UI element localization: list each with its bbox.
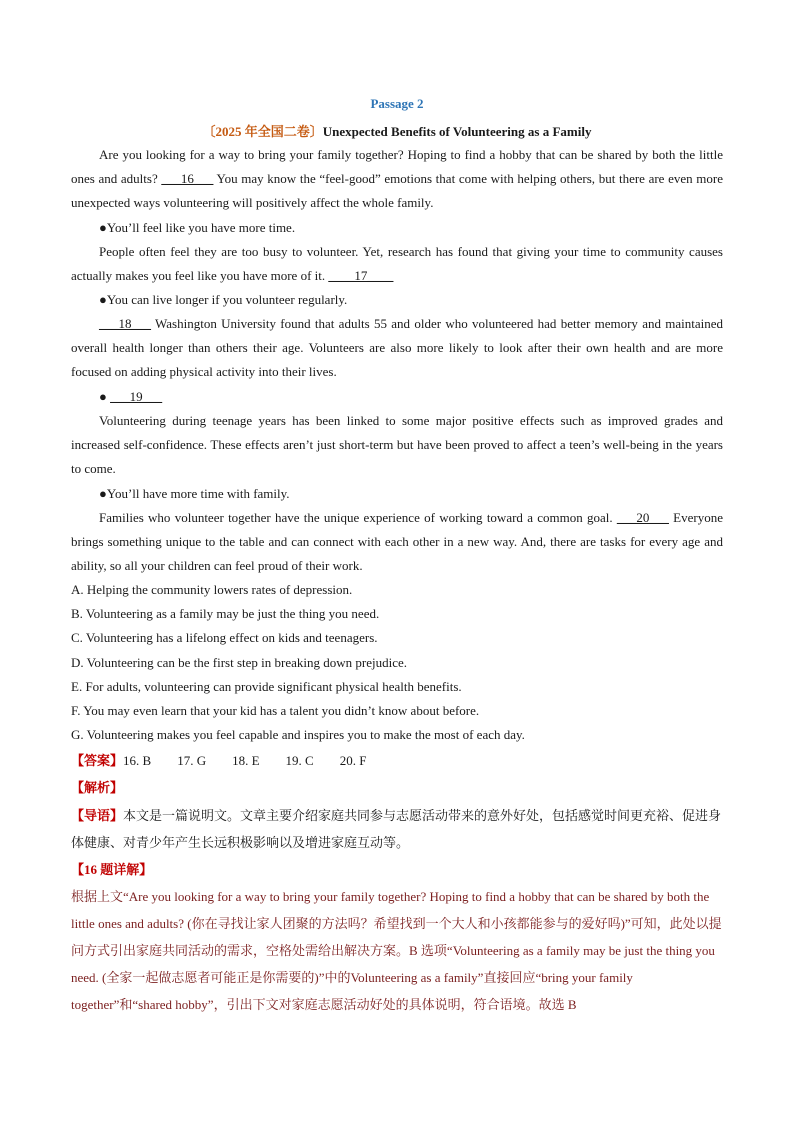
answer-20: 20. F: [339, 753, 367, 768]
answer-18: 18. E: [232, 753, 260, 768]
paragraph-text: Are you looking for a way to bring your family together? Hoping to find a hobby that can be shared by both the little ones and adults?: [71, 147, 723, 187]
blank-18: ___18___: [99, 316, 151, 331]
answer-16: 16. B: [123, 753, 152, 768]
heading-bullet-2: ●You can live longer if you volunteer regularly.: [99, 292, 348, 307]
paragraph-5: [71, 506, 723, 579]
paragraph-text: Washington University found that adults 55 and older who volunteered had better memory and maintained overall health longer than others their age. Volunteers are also more likely to look after their own health and are more focused on adding physical activity into their lives.: [71, 316, 723, 380]
passage-subtitle: [71, 121, 723, 140]
blank-20: ___20___: [616, 510, 669, 525]
option-b: B. Volunteering as a family may be just the thing you need.: [71, 606, 380, 621]
paragraph-text: Everyone brings something unique to the table and can connect with each other in a new way. And, there are tasks for every age and ability, so all your children can feel proud of their work.: [71, 510, 723, 574]
paragraph-4: Volunteering during teenage years has been linked to some major positive effects such as improved grades and increased self-confidence. These effects aren’t just short-term but have been proved to affect a teen’s well-being in the years to come.: [71, 413, 723, 477]
exam-source: 〔2025 年全国二卷〕: [202, 124, 323, 139]
paragraph-1: [71, 143, 723, 216]
heading-bullet-4: ●You’ll have more time with family.: [99, 486, 290, 501]
blank-16: ___16___: [161, 171, 214, 187]
option-f: F. You may even learn that your kid has a talent you didn’t know about before.: [71, 703, 480, 718]
heading-bullet-1: ●You’ll feel like you have more time.: [99, 220, 296, 235]
bullet-mark: ●: [99, 389, 111, 404]
paragraph-2: [71, 240, 723, 288]
answer-19: 19. C: [285, 753, 314, 768]
option-d: D. Volunteering can be the first step in breaking down prejudice.: [71, 655, 407, 670]
paragraph-text: People often feel they are too busy to volunteer. Yet, research has found that giving your time to community causes actually makes you feel like you have more of it.: [71, 244, 723, 284]
detail-16-heading: 【16 题详解】: [71, 862, 153, 877]
guide-paragraph: [71, 803, 731, 857]
detail-16-text: 根据上文“Are you looking for a way to bring your family together? Hoping to find a hobby that can be shared by both the little ones and adults? (你在寻找让家人团聚的方法吗？希望找到一个大人和小孩都能参与的爱好吗)”可知，此处以提问方式引出家庭共同活动的需求，空格处需给出解决方案。B 选项“Volunteering as a family may be just the thing you need. (全家一起做志愿者可能正是你需要的)”中的Volunteering as a family”直接回应“bring your family together”和“shared hobby”，引出下文对家庭志愿活动好处的具体说明，符合语境。故选 B: [71, 889, 722, 1012]
answer-17: 17. G: [177, 753, 207, 768]
paragraph-3: [71, 312, 723, 385]
blank-17: ____17____: [328, 268, 394, 284]
passage-title: Passage 2: [370, 96, 424, 111]
answer-line: [71, 749, 392, 773]
paragraph-text: You may know the “feel-good” emotions that come with helping others, but there are even more unexpected ways volunteering will positively affect the whole family.: [71, 171, 723, 211]
heading-bullet-3: [99, 385, 162, 409]
paragraph-text: Families who volunteer together have the unique experience of working toward a common goal.: [99, 510, 617, 525]
option-g: G. Volunteering makes you feel capable and inspires you to make the most of each day.: [71, 727, 525, 742]
option-e: E. For adults, volunteering can provide significant physical health benefits.: [71, 679, 462, 694]
option-a: A. Helping the community lowers rates of depression.: [71, 582, 353, 597]
guide-text: 本文是一篇说明文。文章主要介绍家庭共同参与志愿活动带来的意外好处，包括感觉时间更充裕、促进身体健康、对青少年产生长远积极影响以及增进家庭互动等。: [71, 809, 722, 851]
analysis-label: 【解析】: [71, 780, 124, 795]
option-c: C. Volunteering has a lifelong effect on kids and teenagers.: [71, 630, 378, 645]
answer-label: 【答案】: [71, 753, 124, 768]
article-title: Unexpected Benefits of Volunteering as a Family: [322, 124, 592, 139]
guide-label: 【导语】: [71, 809, 124, 824]
blank-19: ___19___: [110, 389, 163, 404]
